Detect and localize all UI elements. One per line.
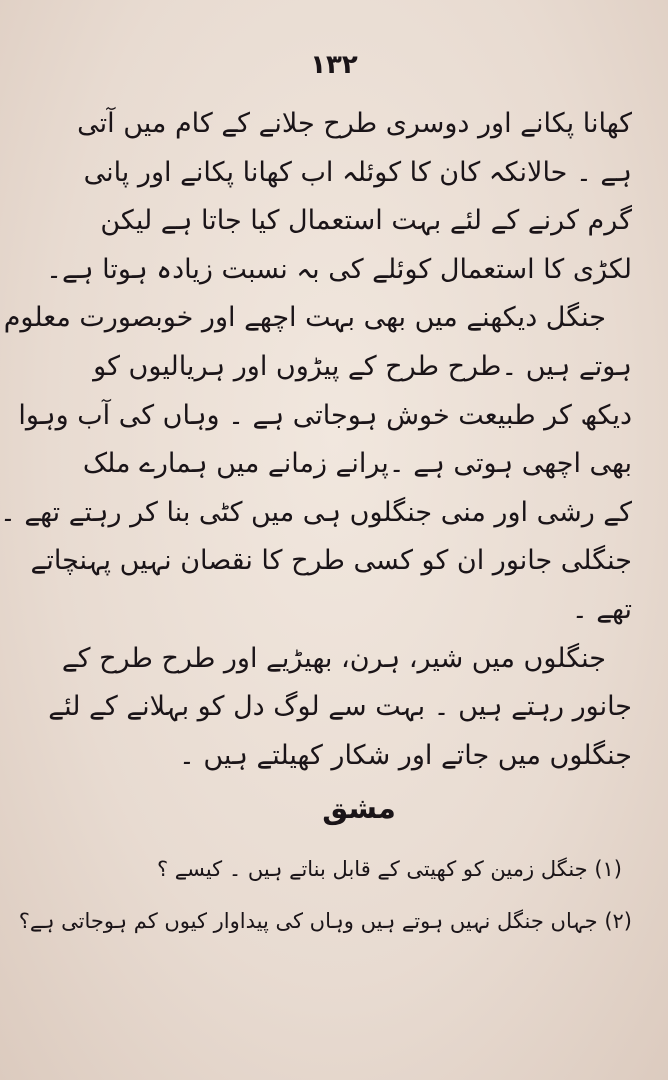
page-number: ۱۳۲ <box>310 50 358 80</box>
text-line: جنگلوں میں جاتے اور شکار کھیلتے ہیں ۔ <box>178 739 632 771</box>
text-line: دیکھ کر طبیعت خوش ہوجاتی ہے ۔ وہاں کی آب وہوا <box>18 399 632 431</box>
text-line: جنگلی جانور ان کو کسی طرح کا نقصان نہیں پہنچاتے <box>30 545 632 577</box>
paragraph-2 <box>0 294 632 634</box>
text-line: تھے ۔ <box>571 593 632 625</box>
exercise-question: (۱) جنگل زمین کو کھیتی کے قابل بناتے ہیں ۔ کیسے ؟ <box>156 856 622 881</box>
paragraph-1 <box>36 100 632 294</box>
exercise-question: (۲) جہاں جنگل نہیں ہوتے ہیں وہاں کی پیداوار کیوں کم ہوجاتی ہے؟ <box>18 908 632 933</box>
text-line: جنگل دیکھنے میں بھی بہت اچھے اور خوبصورت معلوم <box>3 302 606 334</box>
text-line: جنگلوں میں شیر، ہرن، بھیڑیے اور طرح طرح کے <box>61 642 606 674</box>
text-line: کے رشی اور منی جنگلوں ہی میں کٹی بنا کر رہتے تھے ۔ <box>0 496 632 528</box>
text-line: ہوتے ہیں ۔طرح طرح کے پیڑوں اور ہریالیوں کو <box>93 350 632 382</box>
text-line: کھانا پکانے اور دوسری طرح جلانے کے کام میں آتی <box>77 108 632 139</box>
exercise-heading: مشق <box>322 791 396 826</box>
page-body <box>0 100 632 947</box>
text-line: ہے ۔ حالانکہ کان کا کوئلہ اب کھانا پکانے اور پانی <box>83 156 632 188</box>
text-line: بھی اچھی ہوتی ہے ۔پرانے زمانے میں ہمارے ملک <box>82 448 632 480</box>
text-line: لکڑی کا استعمال کوئلے کی بہ نسبت زیادہ ہوتا ہے۔ <box>46 253 632 285</box>
text-line: گرم کرنے کے لئے بہت استعمال کیا جاتا ہے لیکن <box>100 205 632 237</box>
text-line: جانور رہتے ہیں ۔ بہت سے لوگ دل کو بہلانے کے لئے <box>48 691 632 723</box>
exercise-section <box>18 784 632 947</box>
paragraph-3 <box>36 635 632 781</box>
